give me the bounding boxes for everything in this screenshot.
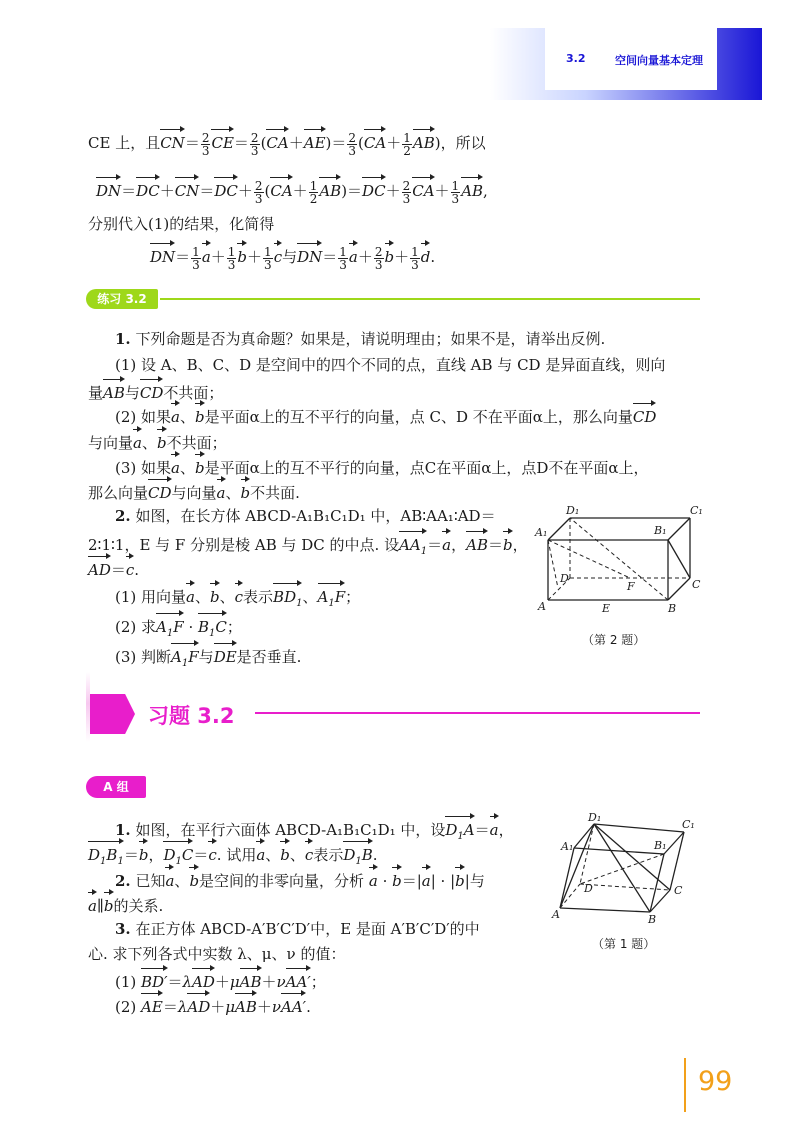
label-C1: C₁: [690, 504, 703, 517]
label-A: A: [538, 600, 546, 613]
problems-side-bar: [86, 672, 90, 742]
label-B1: B₁: [654, 524, 667, 537]
problem-2-b: a∥b的关系.: [88, 891, 163, 918]
section-title: 空间向量基本定理: [615, 54, 703, 67]
label-A1: A₁: [535, 526, 548, 539]
exercise-q1-2a: (2) 如果a、b是平面α上的互不平行的向量，点 C、D 不在平面α上，那么向量CD: [115, 402, 656, 429]
page-number-rule: [684, 1058, 686, 1112]
exercise-q2-c: AD＝c.: [88, 555, 139, 582]
exercise-q2-b: 2∶1∶1，E 与 F 分别是棱 AB 与 DC 的中点. 设$AA_1=a$，AB＝b，: [88, 530, 528, 564]
intro-line-3: 分别代入(1)的结果，化简得: [88, 215, 275, 233]
exercise-q2-1: (1) 用向量a、b、c表示$BD_1$、$A_1F$；: [115, 582, 360, 616]
exercise-q2-3: (3) 判断$A_1F$与DE是否垂直.: [115, 642, 301, 676]
problem-3-1: (1) BD′＝λAD＋μAB＋νAA′；: [115, 967, 326, 994]
problems-arrow-tab: [90, 694, 135, 734]
label-p-D: D: [584, 882, 593, 895]
exercise-q1-3a: (3) 如果a、b是平面α上的互不平行的向量，点C在平面α上，点D不在平面α上，: [115, 453, 649, 480]
intro-line-1: CE 上，且CN＝ $\frac{2}{3}$ CE＝ $\frac{2}{3}$ (CA＋AE)＝ $\frac{2}{3}$ (CA＋ $\frac{1}{2}$ AB)，所以: [88, 128, 486, 157]
problems-rule: [255, 712, 700, 714]
problem-1-a: 1. 如图，在平行六面体 ABCD-A₁B₁C₁D₁ 中，设$D_1A=a$，: [115, 815, 514, 849]
problem-1-b: $D_1B_1=b$，$D_1C=c$. 试用a、b、c表示$D_1B$.: [88, 840, 378, 874]
problem-3-b: 心. 求下列各式中实数 λ、μ、ν 的值：: [88, 945, 346, 963]
problem-3-2: (2) AE＝λAD＋μAB＋νAA′.: [115, 992, 311, 1019]
label-p-A: A: [552, 908, 560, 921]
label-D: D: [560, 572, 569, 585]
cuboid-figure: [530, 500, 715, 625]
figure-2-caption: （第 2 题）: [582, 633, 646, 647]
problems-title: 习题 3.2: [148, 704, 235, 728]
label-C: C: [692, 578, 701, 591]
exercise-q1-1b: 量AB与CD不共面；: [88, 378, 223, 405]
label-p-A1: A₁: [561, 840, 574, 853]
page-number: 99: [698, 1066, 733, 1097]
exercise-q2-2: (2) 求$A_1F \cdot B_1C$；: [115, 612, 242, 646]
exercise-q1-1a: (1) 设 A、B、C、D 是空间中的四个不同的点，直线 AB 与 CD 是异面直线，则向: [115, 356, 666, 374]
exercise-rule: [160, 298, 700, 300]
label-D1: D₁: [566, 504, 580, 517]
intro-line-2: DN＝DC＋CN＝DC＋ $\frac{2}{3}$ (CA＋ $\frac{1}{2}$ AB)＝DC＋ $\frac{2}{3}$ CA＋ $\frac{1}{3}$ AB,: [96, 176, 488, 205]
intro-line-4: DN＝ $\frac{1}{3}$ a＋ $\frac{1}{3}$ b＋ $\frac{1}{3}$ c与DN＝ $\frac{1}{3}$ a＋ $\frac{2}{3}$ b＋ $\frac{1}{3}$ d.: [150, 242, 435, 271]
exercise-q1: 1. 下列命题是否为真命题？如果是，请说明理由；如果不是，请举出反例.: [115, 330, 606, 348]
problem-3-a: 3. 在正方体 ABCD-A′B′C′D′中，E 是面 A′B′C′D′的中: [115, 920, 480, 938]
section-number: 3.2: [566, 52, 586, 65]
label-B: B: [668, 602, 677, 615]
group-a-tag: A 组: [86, 776, 146, 798]
exercise-q1-3b: 那么向量CD与向量a、b不共面.: [88, 478, 300, 505]
problem-2-a: 2. 已知a、b是空间的非零向量，分析 a · b＝|a| · |b|与: [115, 866, 485, 893]
label-p-B: B: [648, 913, 657, 926]
label-E: E: [602, 602, 611, 615]
figure-1-caption: （第 1 题）: [592, 937, 656, 951]
label-p-D1: D₁: [588, 812, 602, 824]
label-F: F: [627, 580, 635, 593]
label-p-C: C: [674, 884, 683, 897]
parallelepiped-figure: [548, 812, 708, 927]
label-p-B1: B₁: [654, 839, 667, 852]
label-p-C1: C₁: [682, 818, 695, 831]
exercise-tag: 练习 3.2: [86, 289, 158, 309]
exercise-q2-a: 2. 如图，在长方体 ABCD-A₁B₁C₁D₁ 中，AB∶AA₁∶AD＝: [115, 507, 496, 525]
exercise-q1-2b: 与向量a、b不共面；: [88, 428, 227, 455]
